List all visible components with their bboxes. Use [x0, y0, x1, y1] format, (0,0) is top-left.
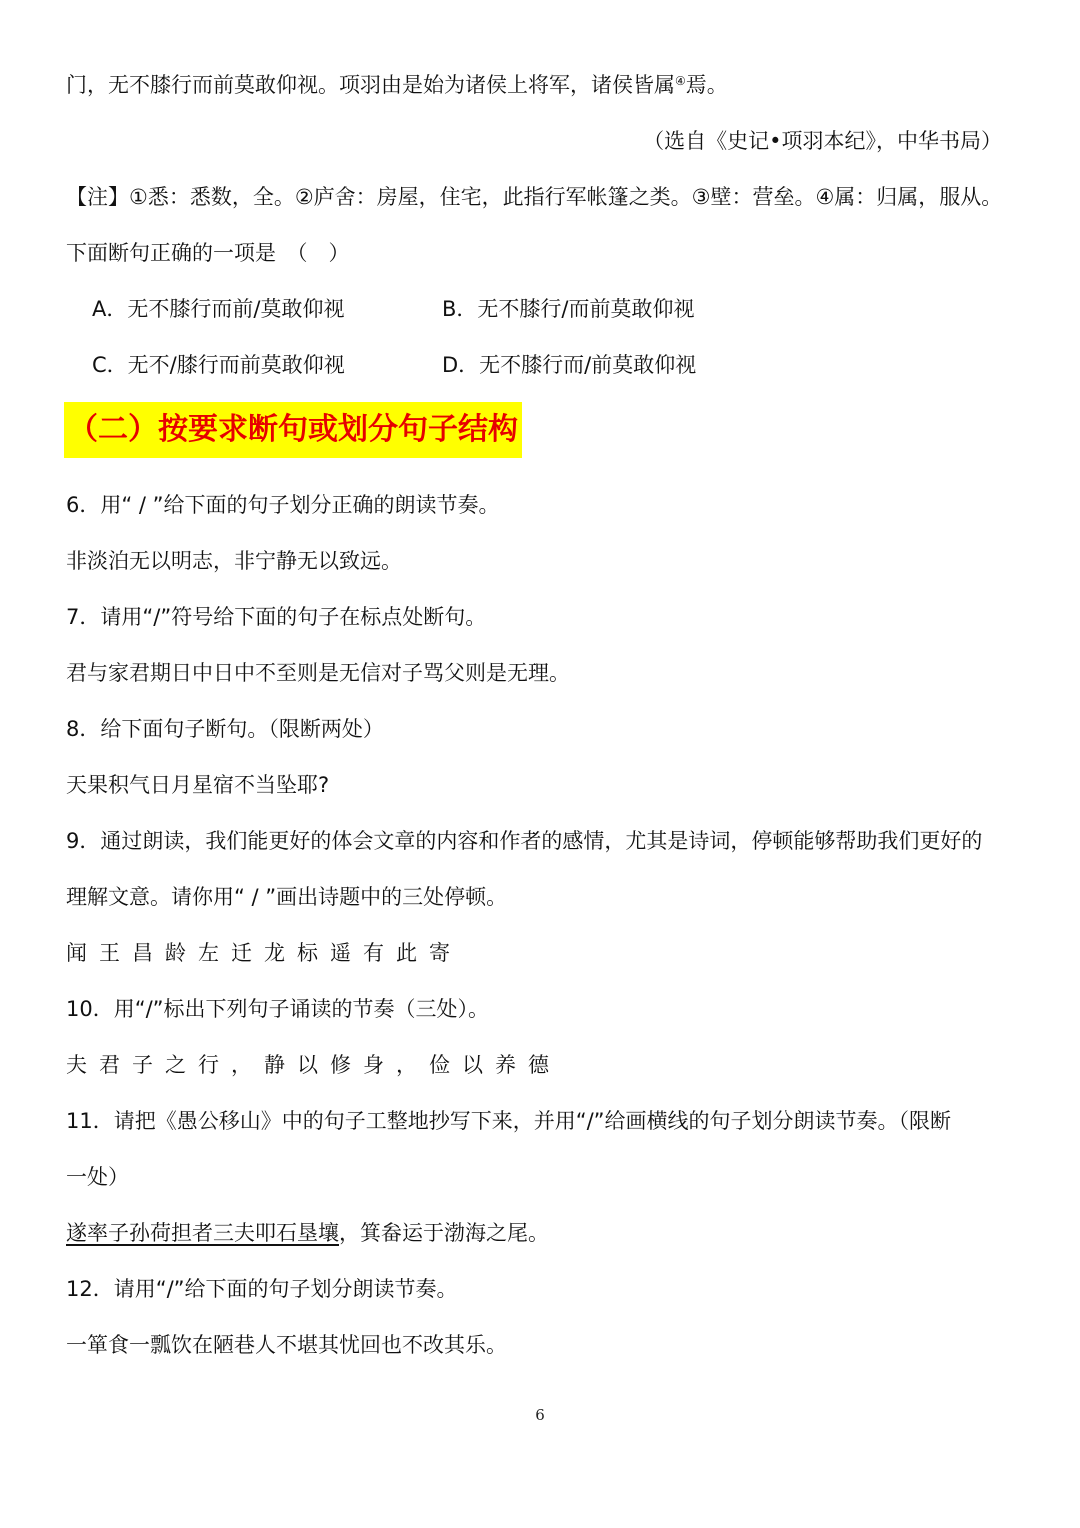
question-7-stem: 7．请用“/”符号给下面的句子在标点处断句。 [66, 605, 487, 629]
question-5-stem: 下面断句正确的一项是 （ ） [66, 241, 350, 265]
question-12-stem: 12．请用“/”给下面的句子划分朗读节奏。 [66, 1277, 458, 1301]
question-8-stem: 8．给下面句子断句。（限断两处） [66, 717, 384, 741]
passage-line-1 [66, 70, 728, 100]
option-d: D．无不膝行而/前莫敢仰视 [442, 353, 697, 377]
passage-text: 门，无不膝行而前莫敢仰视。项羽由是始为诸侯上将军，诸侯皆属 [66, 73, 675, 97]
option-b: B．无不膝行/而前莫敢仰视 [442, 297, 695, 321]
note-mark: ④ [675, 74, 686, 88]
passage-notes: 【注】①悉：悉数，全。②庐舍：房屋，住宅，此指行军帐篷之类。③壁：营垒。④属：归属，服从。 [66, 185, 1003, 209]
question-11-text [66, 1218, 549, 1248]
passage-source: （选自《史记•项羽本纪》，中华书局） [643, 129, 1002, 153]
passage-text-end: 焉。 [685, 73, 728, 97]
option-a: A．无不膝行而前/莫敢仰视 [92, 297, 345, 321]
question-10-stem: 10．用“/”标出下列句子诵读的节奏（三处）。 [66, 997, 490, 1021]
question-6-text: 非淡泊无以明志，非宁静无以致远。 [66, 549, 402, 573]
question-9-stem-line-1: 9．通过朗读，我们能更好的体会文章的内容和作者的感情，尤其是诗词，停顿能够帮助我们更好的 [66, 829, 983, 853]
question-11-text-rest: ，箕畚运于渤海之尾。 [339, 1221, 549, 1245]
section-title: （二）按要求断句或划分句子结构 [64, 402, 522, 458]
question-7-text: 君与家君期日中日中不至则是无信对子骂父则是无理。 [66, 661, 570, 685]
question-6-stem: 6．用“ / ”给下面的句子划分正确的朗读节奏。 [66, 493, 500, 517]
page-number: 6 [535, 1406, 545, 1424]
underlined-sentence: 遂率子孙荷担者三夫叩石垦壤 [66, 1221, 339, 1245]
question-9-stem-line-2: 理解文意。请你用“ / ”画出诗题中的三处停顿。 [66, 885, 508, 909]
option-c: C．无不/膝行而前莫敢仰视 [92, 353, 345, 377]
question-11-stem-line-1: 11．请把《愚公移山》中的句子工整地抄写下来，并用“/”给画横线的句子划分朗读节奏。（限断 [66, 1109, 952, 1133]
question-10-text: 夫君子之行，静以修身，俭以养德 [66, 1053, 561, 1077]
question-11-stem-line-2: 一处） [66, 1165, 129, 1189]
question-12-text: 一箪食一瓢饮在陋巷人不堪其忧回也不改其乐。 [66, 1333, 507, 1357]
question-9-text: 闻王昌龄左迁龙标遥有此寄 [66, 941, 462, 965]
question-8-text: 天果积气日月星宿不当坠耶? [66, 773, 330, 797]
